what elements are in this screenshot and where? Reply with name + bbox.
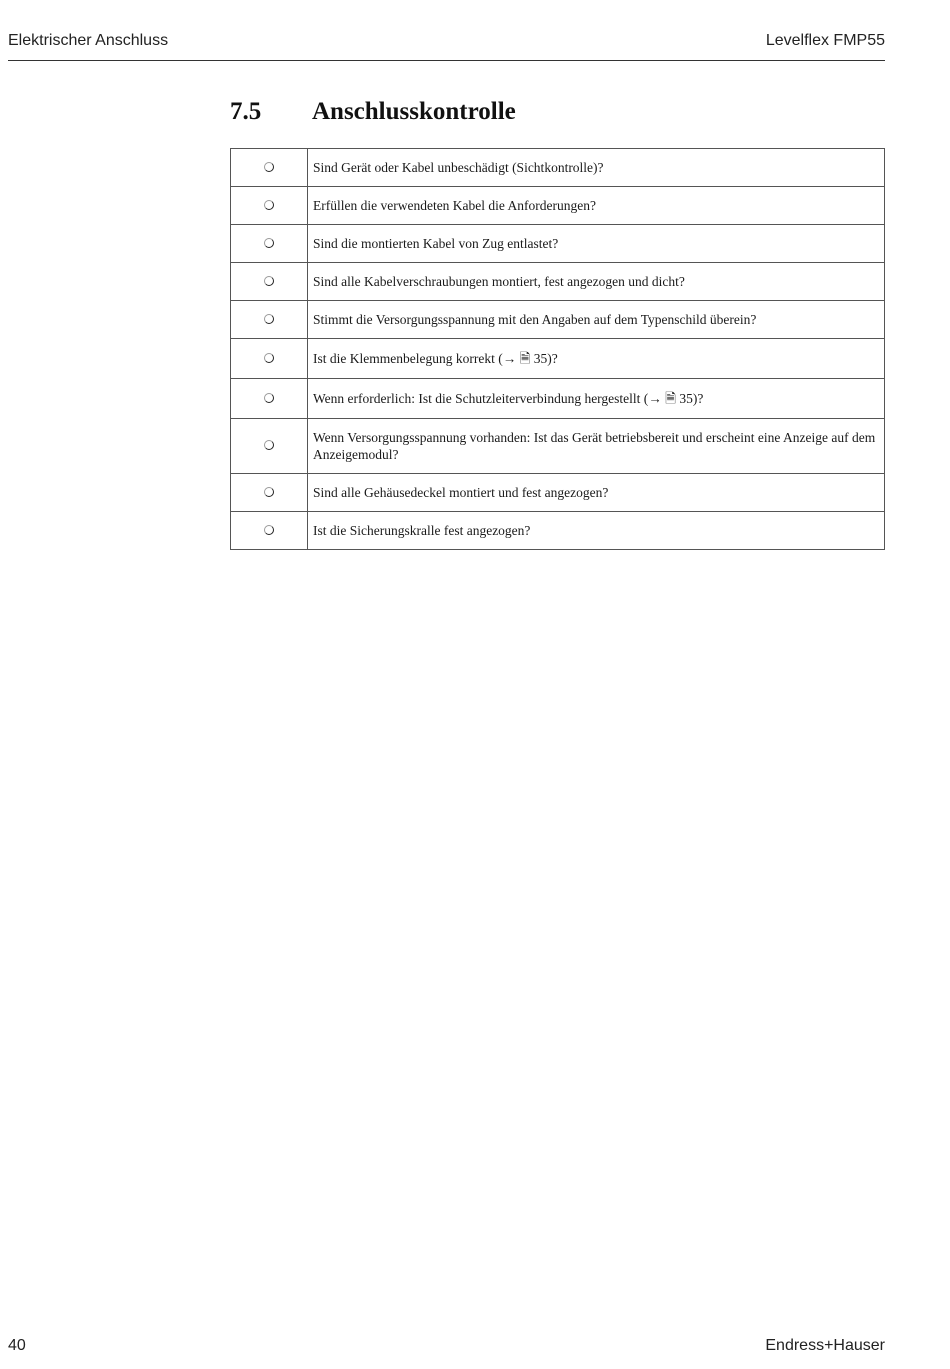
section-title: Anschlusskontrolle [312,98,516,125]
checkbox-circle-icon[interactable] [264,276,274,286]
checkbox-cell [231,263,308,301]
checkbox-cell [231,512,308,550]
checklist-row [231,379,885,419]
checkbox-circle-icon[interactable] [264,487,274,497]
checklist-item-text: Ist die Klemmenbelegung korrekt (→ 🗎 35)? [308,339,885,379]
checklist-row [231,474,885,512]
checkbox-circle-icon[interactable] [264,162,274,172]
section-number: 7.5 [230,98,262,125]
checklist-item-text: Erfüllen die verwendeten Kabel die Anforderungen? [308,187,885,225]
header-chapter-title: Elektrischer Anschluss [8,32,169,49]
checkbox-cell [231,149,308,187]
checkbox-circle-icon[interactable] [264,238,274,248]
checklist-item-text: Sind alle Gehäusedeckel montiert und fest angezogen? [308,474,885,512]
checklist-item-text: Sind Gerät oder Kabel unbeschädigt (Sichtkontrolle)? [308,149,885,187]
checkbox-cell [231,187,308,225]
checklist-row [231,149,885,187]
checkbox-cell [231,339,308,379]
section-heading [230,98,516,126]
checklist-item-text: Wenn Versorgungsspannung vorhanden: Ist das Gerät betriebsbereit und erscheint eine Anzeige auf dem Anzeigemodul? [308,419,885,474]
checklist-item-text: Stimmt die Versorgungsspannung mit den Angaben auf dem Typenschild überein? [308,301,885,339]
checkbox-circle-icon[interactable] [264,200,274,210]
checklist-row [231,419,885,474]
checklist-item-text: Sind die montierten Kabel von Zug entlastet? [308,225,885,263]
page-header [8,30,885,61]
checkbox-cell [231,474,308,512]
checkbox-cell [231,379,308,419]
checkbox-cell [231,225,308,263]
checklist-row [231,301,885,339]
checklist-row [231,187,885,225]
checklist-row [231,263,885,301]
page-number: 40 [8,1337,26,1354]
checkbox-cell [231,301,308,339]
checklist-row [231,512,885,550]
checkbox-circle-icon[interactable] [264,314,274,324]
checkbox-circle-icon[interactable] [264,440,274,450]
checkbox-circle-icon[interactable] [264,353,274,363]
header-product-name: Levelflex FMP55 [765,32,885,49]
checkbox-circle-icon[interactable] [264,393,274,403]
checklist-item-text: Wenn erforderlich: Ist die Schutzleiterverbindung hergestellt (→ 🗎 35)? [308,379,885,419]
checklist-row [231,225,885,263]
checkbox-cell [231,419,308,474]
checkbox-circle-icon[interactable] [264,525,274,535]
checklist-table [230,148,885,550]
checklist-row [231,339,885,379]
footer-brand: Endress+Hauser [765,1337,885,1354]
checklist-item-text: Sind alle Kabelverschraubungen montiert, fest angezogen und dicht? [308,263,885,301]
checklist-item-text: Ist die Sicherungskralle fest angezogen? [308,512,885,550]
